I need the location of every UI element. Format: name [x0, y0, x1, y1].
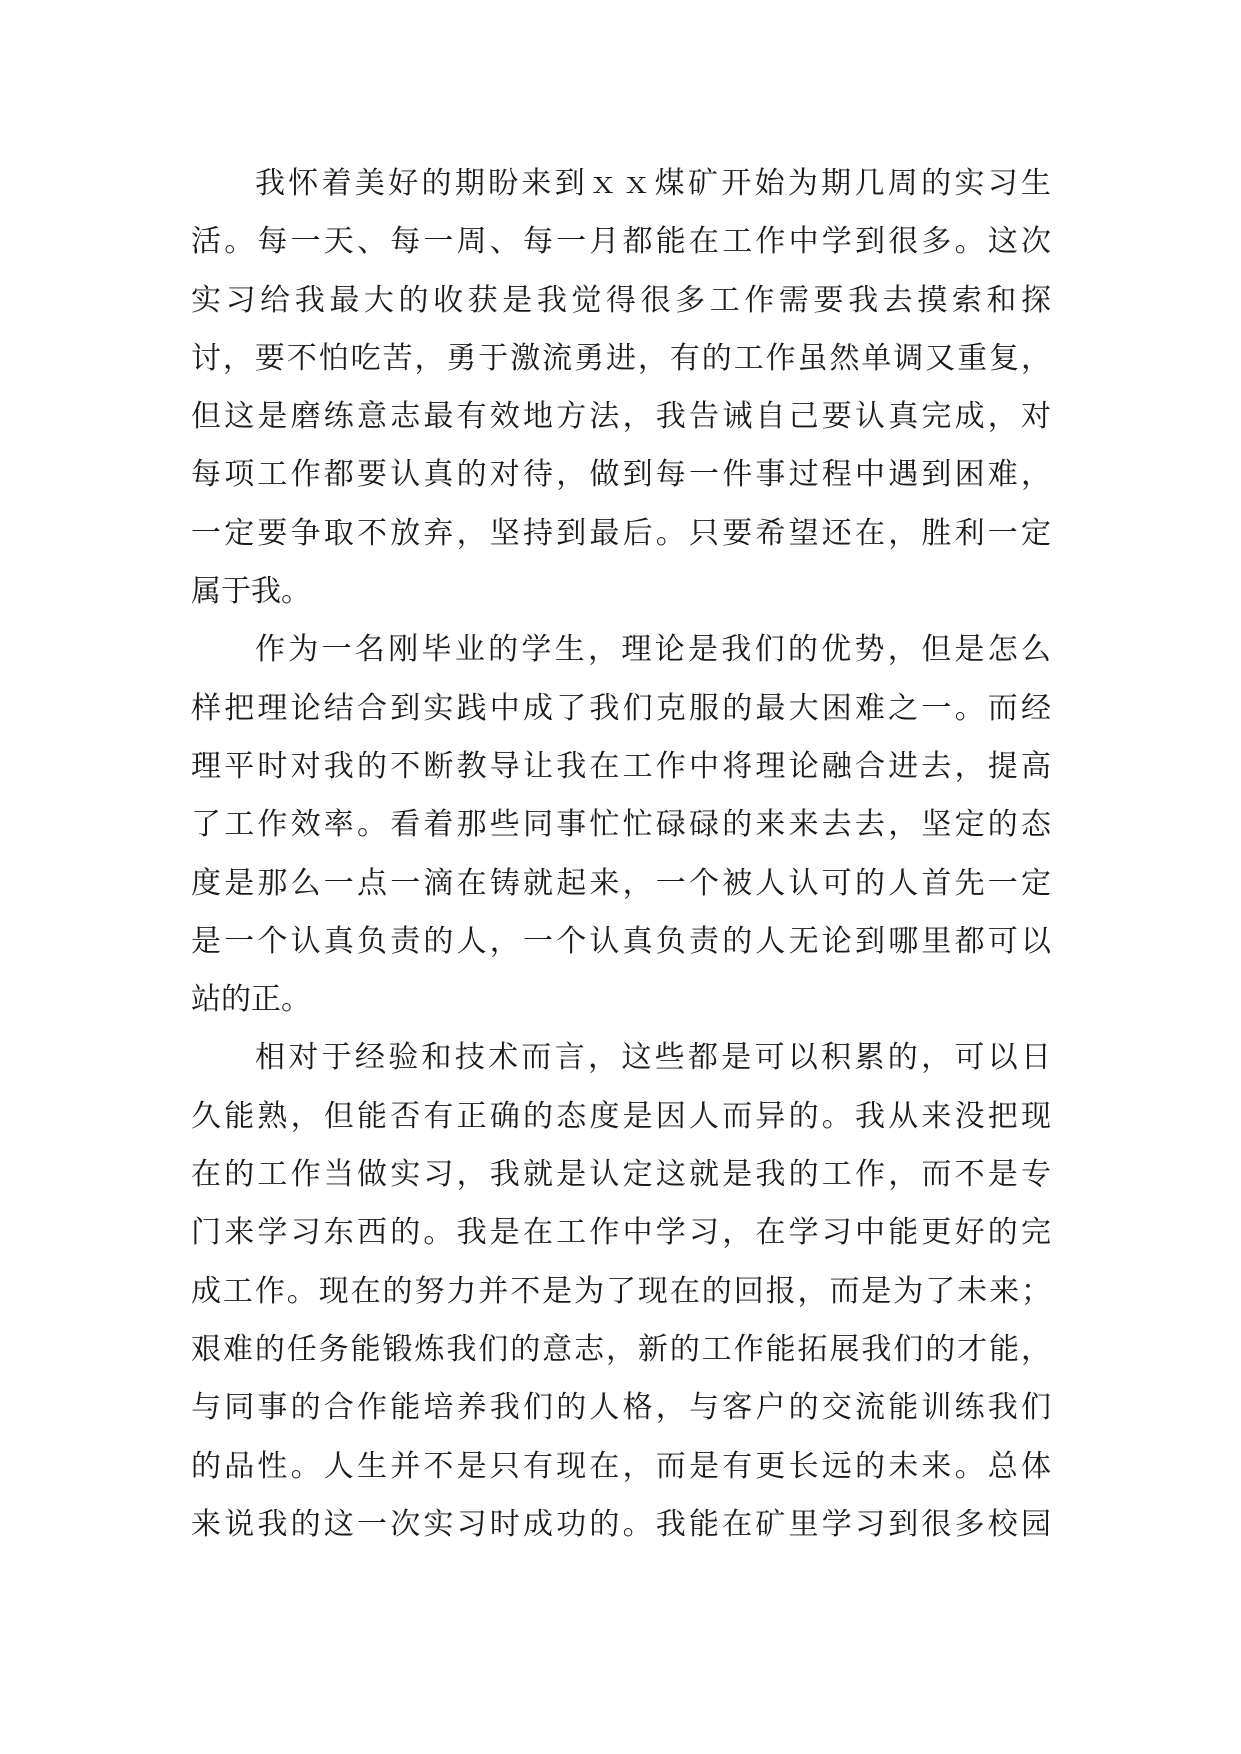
paragraph-3-line-7: 与同事的合作能培养我们的人格，与客户的交流能训练我们 [191, 1390, 1051, 1426]
paragraph-2-line-6: 是一个认真负责的人，一个认真负责的人无论到哪里都可以 [191, 923, 1051, 959]
paragraph-2-line-2: 样把理论结合到实践中成了我们克服的最大困难之一。而经 [191, 690, 1051, 726]
paragraph-1-line-2: 活。每一天、每一周、每一月都能在工作中学到很多。这次 [191, 224, 1051, 260]
paragraph-2-line-1: 作为一名刚毕业的学生，理论是我们的优势，但是怎么 [255, 632, 1051, 668]
paragraph-2-line-5: 度是那么一点一滴在铸就起来，一个被人认可的人首先一定 [191, 865, 1051, 901]
paragraph-3-line-5: 成工作。现在的努力并不是为了现在的回报，而是为了未来； [191, 1273, 1051, 1309]
document-body [191, 155, 1051, 1554]
paragraph-1-line-6: 每项工作都要认真的对待，做到每一件事过程中遇到困难， [191, 457, 1051, 493]
paragraph-1-line-4: 讨，要不怕吃苦，勇于激流勇进，有的工作虽然单调又重复， [191, 340, 1051, 376]
paragraph-1-line-8: 属于我。 [191, 574, 311, 610]
paragraph-3-line-9: 来说我的这一次实习时成功的。我能在矿里学习到很多校园 [191, 1506, 1051, 1542]
paragraph-3-line-2: 久能熟，但能否有正确的态度是因人而异的。我从来没把现 [191, 1098, 1051, 1134]
paragraph-3-line-1: 相对于经验和技术而言，这些都是可以积累的，可以日 [255, 1040, 1051, 1076]
paragraph-1-line-5: 但这是磨练意志最有效地方法，我告诫自己要认真完成，对 [191, 399, 1051, 435]
paragraph-3-line-6: 艰难的任务能锻炼我们的意志，新的工作能拓展我们的才能， [191, 1331, 1051, 1367]
paragraph-1-line-3: 实习给我最大的收获是我觉得很多工作需要我去摸索和探 [191, 282, 1051, 318]
paragraph-3-line-4: 门来学习东西的。我是在工作中学习，在学习中能更好的完 [191, 1215, 1051, 1251]
paragraph-1-line-7: 一定要争取不放弃，坚持到最后。只要希望还在，胜利一定 [191, 515, 1051, 551]
paragraph-2-line-3: 理平时对我的不断教导让我在工作中将理论融合进去，提高 [191, 748, 1051, 784]
paragraph-2-line-7: 站的正。 [191, 982, 311, 1018]
paragraph-3-line-3: 在的工作当做实习，我就是认定这就是我的工作，而不是专 [191, 1157, 1051, 1193]
paragraph-2-line-4: 了工作效率。看着那些同事忙忙碌碌的来来去去，坚定的态 [191, 807, 1051, 843]
paragraph-3-line-8: 的品性。人生并不是只有现在，而是有更长远的未来。总体 [191, 1448, 1051, 1484]
paragraph-1-line-1: 我怀着美好的期盼来到ｘｘ煤矿开始为期几周的实习生 [255, 166, 1051, 201]
